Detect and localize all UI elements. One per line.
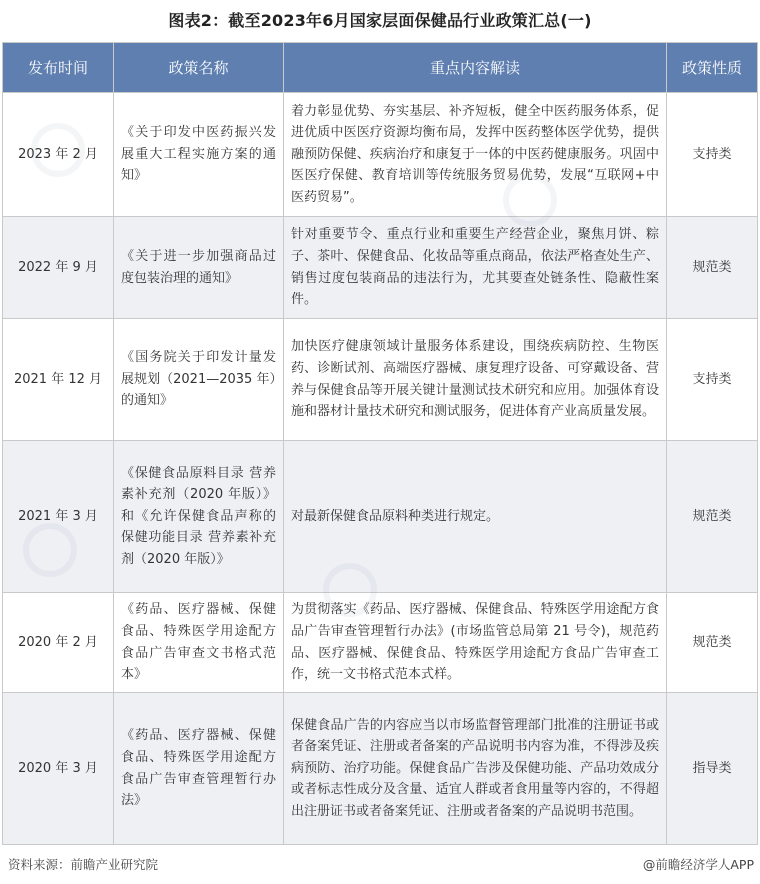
row-policy-name: 《药品、医疗器械、保健食品、特殊医学用途配方食品广告审查文书格式范本》 [114,593,284,693]
row-date: 2023 年 2 月 [3,93,114,217]
figure-title: 图表2：截至2023年6月国家层面保健品行业政策汇总(一) [168,11,592,30]
table-row [3,217,758,319]
header-policy-name: 政策名称 [114,43,284,93]
table-row [3,441,758,593]
table-header-row [3,43,758,93]
row-key-content: 加快医疗健康领域计量服务体系建设，围绕疾病防控、生物医药、诊断试剂、高端医疗器械、康复理疗设备、可穿戴设备、营养与保健食品等开展关键计量测试技术研究和应用。加强体育设施和器材计量技术研究和测试服务，促进体育产业高质量发展。 [284,319,667,441]
row-key-content: 针对重要节令、重点行业和重要生产经营企业，聚焦月饼、粽子、茶叶、保健食品、化妆品等重点商品，依法严格查处生产、销售过度包装商品的违法行为，尤其要查处链条性、隐蔽性案件。 [284,217,667,319]
row-key-content: 着力彰显优势、夯实基层、补齐短板，健全中医药服务体系，促进优质中医医疗资源均衡布局，发挥中医药整体医学优势，提供融预防保健、疾病治疗和康复于一体的中医药健康服务。巩固中医医疗保健、教育培训等传统服务贸易优势，发展“互联网+中医药贸易”。 [284,93,667,217]
row-policy-name: 《保健食品原料目录 营养素补充剂（2020 年版）》和《允许保健食品声称的保健功能目录 营养素补充剂（2020 年版）》 [114,441,284,593]
row-key-content: 对最新保健食品原料种类进行规定。 [284,441,667,593]
row-key-content: 保健食品广告的内容应当以市场监督管理部门批准的注册证书或者备案凭证、注册或者备案的产品说明书内容为准，不得涉及疾病预防、治疗功能。保健食品广告涉及保健功能、产品功效成分或者标志性成分及含量、适宜人群或者食用量等内容的，不得超出注册证书或者备案凭证、注册或者备案的产品说明书范围。 [284,693,667,845]
policy-table [2,42,758,845]
table-row [3,93,758,217]
row-date: 2020 年 3 月 [3,693,114,845]
row-policy-type: 规范类 [667,441,758,593]
row-policy-name: 《药品、医疗器械、保健食品、特殊医学用途配方食品广告审查管理暂行办法》 [114,693,284,845]
table-row [3,593,758,693]
row-date: 2020 年 2 月 [3,593,114,693]
row-policy-type: 支持类 [667,319,758,441]
header-date: 发布时间 [3,43,114,93]
row-date: 2021 年 12 月 [3,319,114,441]
row-date: 2021 年 3 月 [3,441,114,593]
app-credit: @前瞻经济学人APP [642,857,754,872]
row-policy-type: 规范类 [667,593,758,693]
row-policy-type: 规范类 [667,217,758,319]
row-policy-type: 指导类 [667,693,758,845]
row-policy-name: 《关于进一步加强商品过度包装治理的通知》 [114,217,284,319]
source-note: 资料来源：前瞻产业研究院 [8,857,159,872]
row-policy-type: 支持类 [667,93,758,217]
header-key-content: 重点内容解读 [284,43,667,93]
row-policy-name: 《国务院关于印发计量发展规划（2021—2035 年）的通知》 [114,319,284,441]
footer [0,852,760,876]
table-row [3,693,758,845]
header-policy-type: 政策性质 [667,43,758,93]
row-policy-name: 《关于印发中医药振兴发展重大工程实施方案的通知》 [114,93,284,217]
row-date: 2022 年 9 月 [3,217,114,319]
table-row [3,319,758,441]
row-key-content: 为贯彻落实《药品、医疗器械、保健食品、特殊医学用途配方食品广告审查管理暂行办法》(市场监管总局第 21 号令)，规范药品、医疗器械、保健食品、特殊医学用途配方食品广告审查工作，统一文书格式范本式样。 [284,593,667,693]
